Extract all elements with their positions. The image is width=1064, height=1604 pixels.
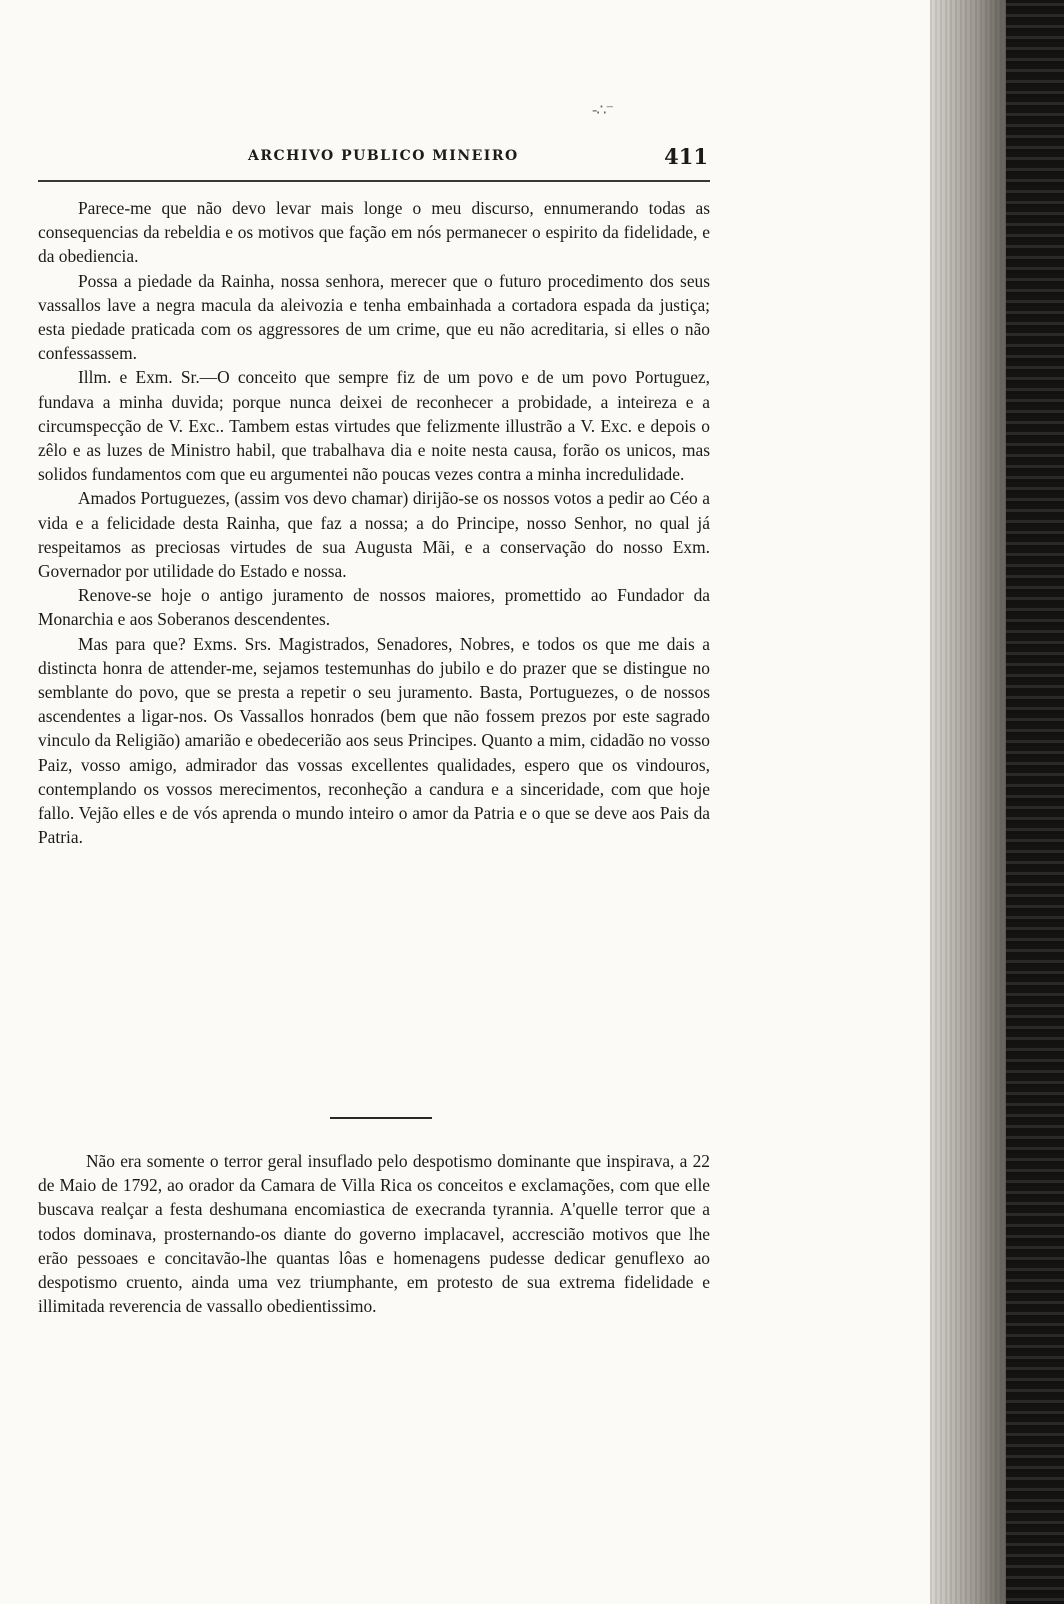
running-title: ARCHIVO PUBLICO MINEIRO: [248, 148, 519, 164]
page-header: [38, 144, 708, 174]
paragraph: Não era somente o terror geral insuflado pelo despotismo dominante que inspirava, a 22 de Maio de 1792, ao orador da Camara de Villa Rica os conceitos e exclamações, com que elle buscava realçar a festa deshumana encomiastica de execranda tyrannia. A'quelle terror que a todos dominava, prosternando-os diante do governo implacavel, accrescião motivos que lhe erão pessoaes e concitavão-lhe quantas lôas e homenagens pudesse dedicar genuflexo ao despotismo cruento, ainda uma vez triumphante, em protesto de sua extrema fidelidade e illimitada reverencia de vassallo obedientissimo.: [38, 1151, 710, 1317]
paragraph: Renove-se hoje o antigo juramento de nossos maiores, promettido ao Fundador da Monarchia e aos Soberanos descendentes.: [38, 585, 710, 630]
header-rule: [38, 180, 710, 182]
paragraph: Parece-me que não devo levar mais longe o meu discurso, ennumerando todas as consequencias da rebeldia e os motivos que fação em nós permanecer o espirito da fidelidade, e da obediencia.: [38, 198, 710, 267]
speech-text: [38, 196, 710, 849]
section-divider: [330, 1117, 432, 1119]
paragraph: Amados Portuguezes, (assim vos devo chamar) dirijão-se os nossos votos a pedir ao Céo a vida e a felicidade desta Rainha, que faz a nossa; a do Principe, nosso Senhor, no qual já respeitamos as preciosas virtudes de sua Augusta Mãi, e a conservação do nosso Exm. Governador por utilidade do Estado e nossa.: [38, 488, 710, 582]
book-spine-edge: [1006, 0, 1064, 1604]
paragraph: Mas para que? Exms. Srs. Magistrados, Senadores, Nobres, e todos os que me dais a distincta honra de attender-me, sejamos testemunhas do jubilo e do prazer que se distingue no semblante do povo, que se presta a repetir o seu juramento. Basta, Portuguezes, o de nossos ascendentes a ligar-nos. Os Vassallos honrados (bem que não fossem prezos por este sagrado vinculo da Religião) amarião e obedecerião aos seus Principes. Quanto a mim, cidadão no vosso Paiz, vosso amigo, admirador das vossas excellentes qualidades, espero que os vindouros, contemplando os vossos merecimentos, reconheção a candura e a sinceridade, com que hoje fallo. Vejão elles e de vós aprenda o mundo inteiro o amor da Patria e o que se deve aos Pais da Patria.: [38, 633, 710, 848]
ink-smudge: -∴⁻: [592, 100, 614, 119]
paragraph: Illm. e Exm. Sr.—O conceito que sempre fiz de um povo e de um povo Portuguez, fundava a minha duvida; porque nunca deixei de reconhecer a probidade, a inteireza e a circumspecção de V. Exc.. Tambem estas virtudes que felizmente illustrão a V. Exc. e depois o zêlo e as luzes de Ministro habil, que trabalhava dia e noite nesta causa, forão os unicos, mas solidos fundamentos com que eu argumentei não poucas vezes contra a minha incredulidade.: [38, 367, 710, 485]
paragraph: Possa a piedade da Rainha, nossa senhora, merecer que o futuro procedimento dos seus vassallos lave a negra macula da aleivozia e tenha embainhada a cortadora espada da justiça; esta piedade praticada com os aggressores de um crime, que eu não acreditaria, si elles o não confessassem.: [38, 270, 710, 364]
page-number: 411: [664, 144, 708, 169]
commentary-text: [38, 1149, 710, 1318]
